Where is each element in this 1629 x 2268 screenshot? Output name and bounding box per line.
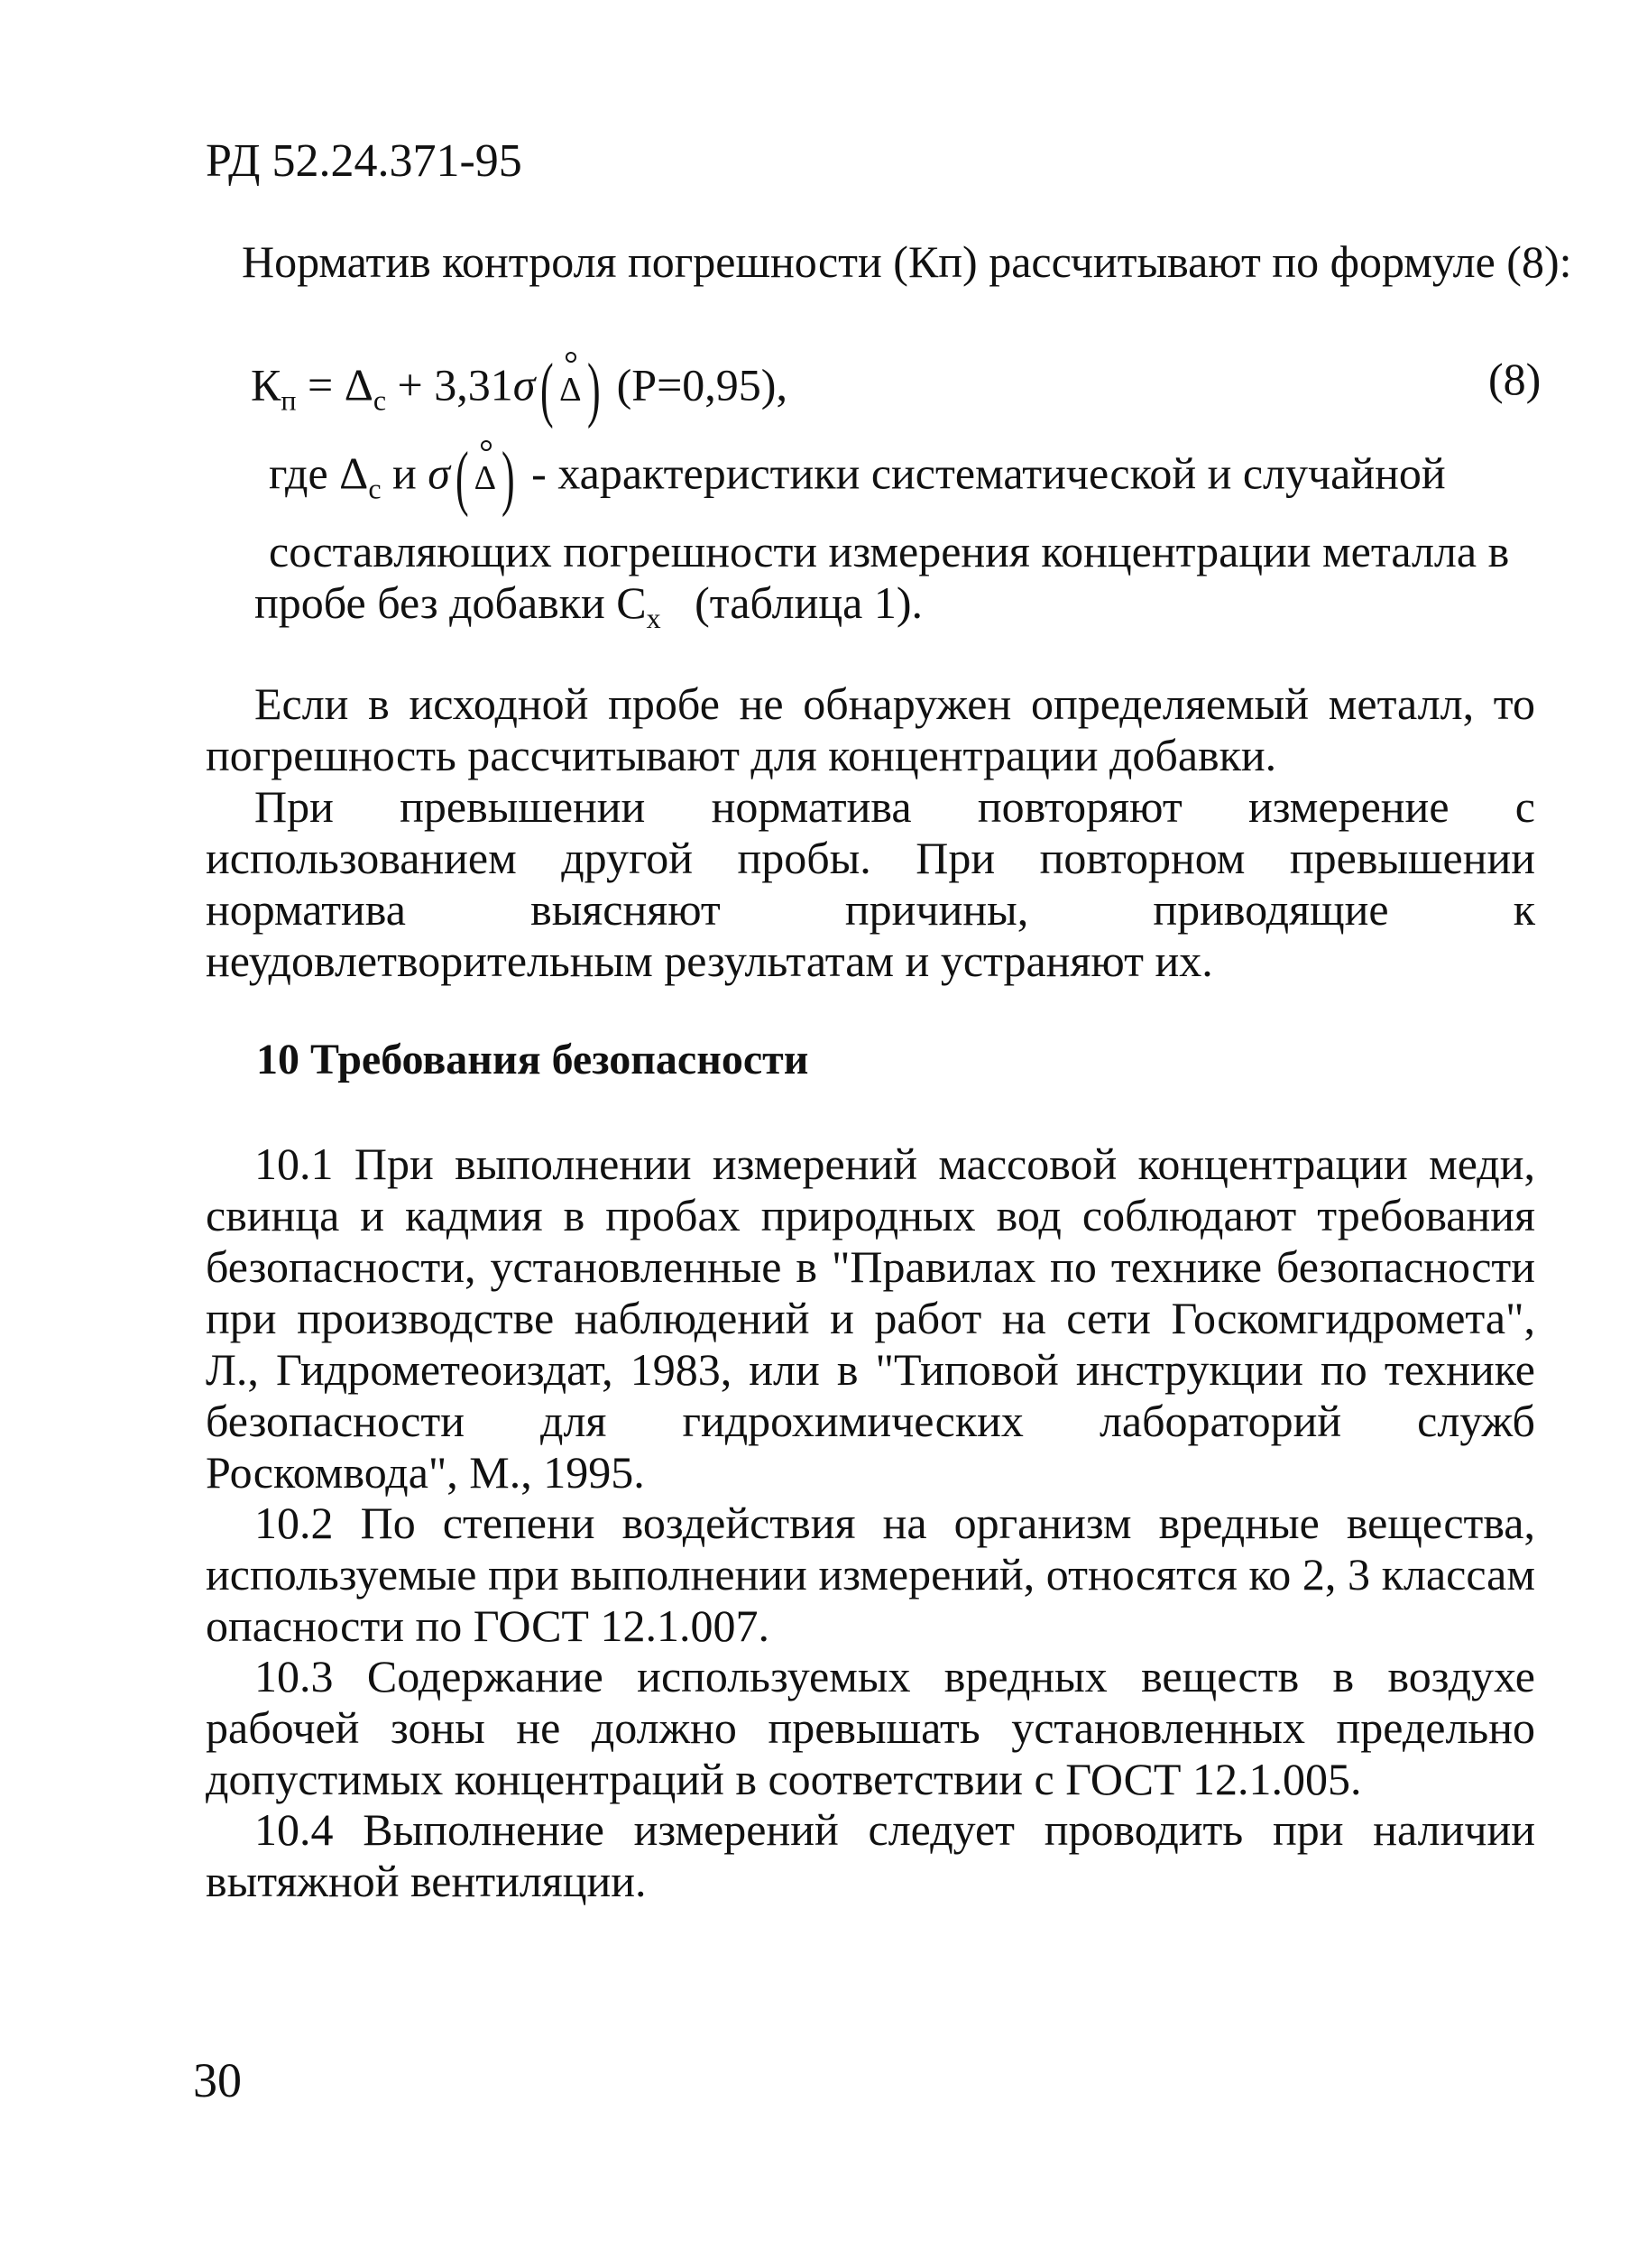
where-cont2-b: (таблица 1).	[660, 577, 923, 628]
formula-lhs-sub: п	[281, 383, 297, 417]
where-continuation-1: составляющих погрешности измерения концентрации металла в	[269, 526, 1510, 576]
paragraph-10-1-text: 10.1 При выполнении измерений массовой концентрации меди, свинца и кадмия в пробах природных вод соблюдают требования безопасности, установленные в "Правилах по технике безопасности при производстве наблюдений и работ на сети Госкомгидромета", Л., Гидрометеоиздат, 1983, или в "Типовой инструкции по технике безопасности для гидрохимических лабораторий служб Роскомвода", М., 1995.	[206, 1139, 1535, 1498]
paragraph-10-4	[206, 1804, 1535, 1907]
paragraph-10-3	[206, 1651, 1535, 1805]
paragraph-10-4-text: 10.4 Выполнение измерений следует проводить при наличии вытяжной вентиляции.	[206, 1804, 1535, 1906]
where-cont2-a: пробе без добавки С	[254, 577, 647, 628]
right-paren-icon: )	[586, 350, 601, 429]
where-sigma: σ	[428, 447, 450, 499]
formula-condition: (Р=0,95),	[605, 359, 787, 410]
paragraph-10-2-text: 10.2 По степени воздействия на организм вредные вещества, используемые при выполнении измерений, относятся ко 2, 3 классам опасности по ГОСТ 12.1.007.	[206, 1498, 1535, 1651]
paragraph-no-metal-text: Если в исходной пробе не обнаружен определяемый металл, то погрешность рассчитывают для концентрации добавки.	[206, 678, 1535, 780]
left-paren-icon: (	[455, 438, 469, 518]
formula-intro-label: Норматив контроля погрешности (Кп) рассчитывают по формуле (8):	[242, 236, 1572, 287]
formula-equals: =	[296, 359, 345, 410]
formula-number: (8)	[1488, 354, 1542, 404]
formula-8	[251, 350, 787, 429]
paragraph-10-2	[206, 1498, 1535, 1652]
formula-delta-c: Δ	[344, 359, 373, 410]
paragraph-exceed	[206, 781, 1535, 987]
formula-plus-coef: + 3,31	[386, 359, 513, 410]
paragraph-no-metal	[206, 678, 1535, 781]
page-number: 30	[193, 2053, 242, 2107]
document-header: РД 52.24.371-95	[206, 135, 522, 187]
formula-intro-text	[242, 236, 1572, 288]
where-continuation-2	[254, 577, 923, 634]
right-paren-icon: )	[502, 438, 515, 518]
where-delta-ring: Δ	[474, 453, 496, 504]
left-paren-icon: (	[540, 350, 555, 429]
where-and: и	[381, 447, 428, 499]
where-delta-c-sub: с	[368, 472, 382, 505]
formula-lhs: К	[251, 359, 281, 410]
paragraph-exceed-text: При превышении норматива повторяют измерение с использованием другой пробы. При повторном превышении норматива выясняют причины, приводящие к неудовлетворительным результатам и устраняют их.	[206, 781, 1535, 986]
where-cont2-sub: х	[646, 602, 661, 634]
formula-delta-ring: Δ	[559, 364, 581, 416]
paragraph-10-1	[206, 1139, 1535, 1498]
paragraph-10-3-text: 10.3 Содержание используемых вредных веществ в воздухе рабочей зоны не должно превышать установленных предельно допустимых концентраций в соответствии с ГОСТ 12.1.005.	[206, 1651, 1535, 1804]
where-text: - характеристики систематической и случайной	[520, 447, 1446, 499]
where-prefix: где	[269, 447, 340, 499]
section-heading: 10 Требования безопасности	[256, 1036, 809, 1083]
where-line	[269, 438, 1446, 518]
where-delta-c: Δ	[339, 447, 369, 499]
formula-delta-c-sub: с	[373, 383, 387, 417]
formula-sigma: σ	[512, 359, 536, 410]
